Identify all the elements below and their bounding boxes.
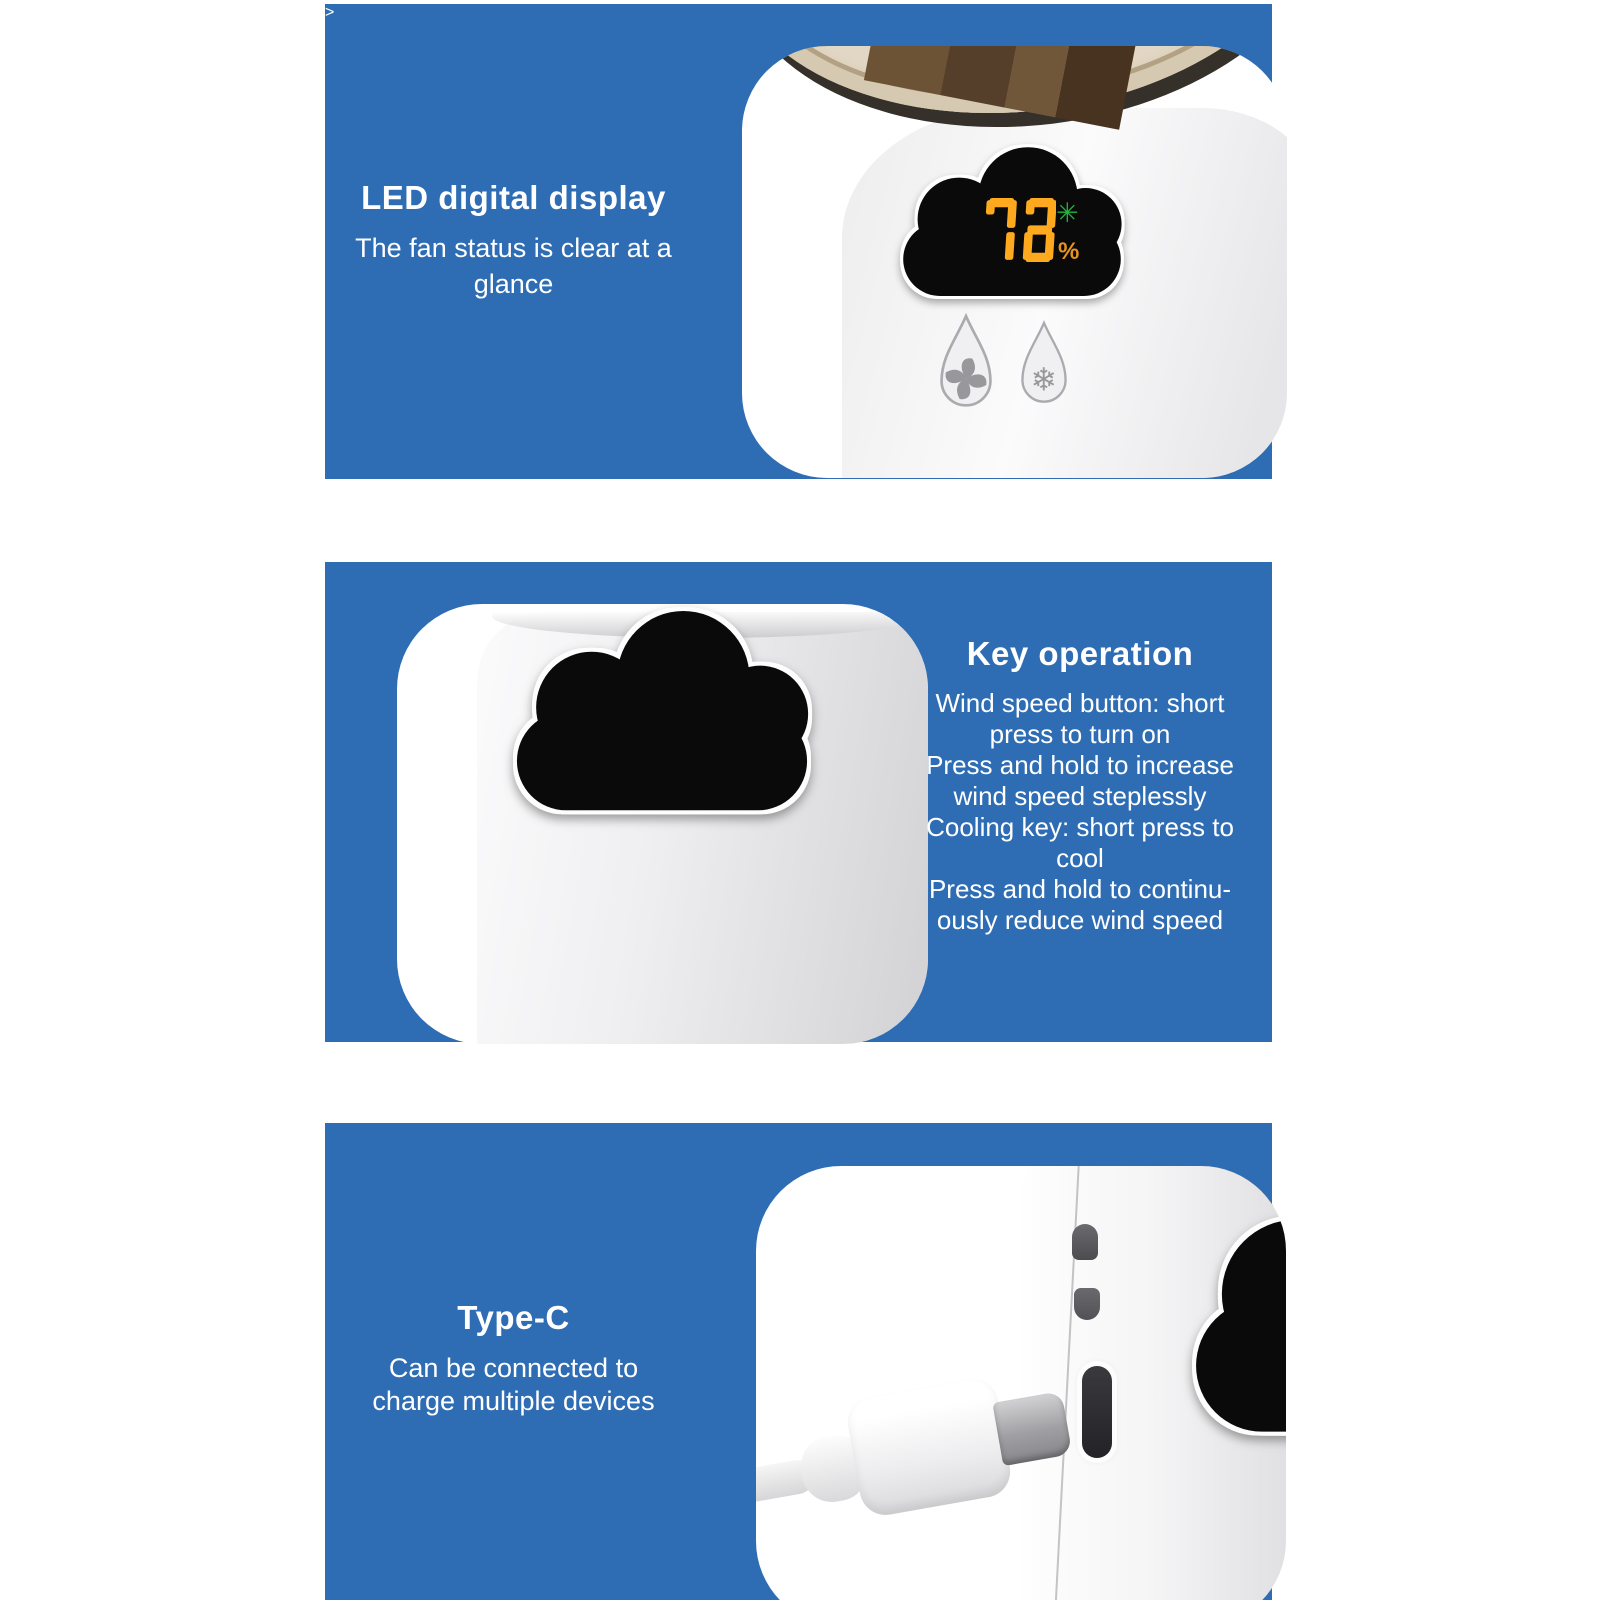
section-subtitle-led-display (325, 230, 702, 302)
cloud-screen-off (502, 604, 822, 821)
cloud-screen-partial (1176, 1166, 1286, 1446)
section-title-led-display: LED digital display (361, 179, 666, 216)
body-line: wind speed steplessly (953, 781, 1207, 811)
body-line: press to turn on (989, 719, 1171, 749)
type-c-text-block (325, 1298, 702, 1445)
key-operation-body (888, 688, 1272, 936)
key-operation-text-block (888, 634, 1272, 936)
body-line: ously reduce wind speed (936, 905, 1224, 935)
usb-c-connector-tip (992, 1391, 1072, 1466)
body-line: Press and hold to continu- (928, 874, 1232, 904)
side-button-upper (1072, 1224, 1098, 1260)
snowflake-icon: ❄ (1030, 360, 1058, 399)
led-seven-segment-value (984, 198, 1056, 262)
percent-label: % (1058, 238, 1080, 265)
product-photo-type-c-port (756, 1166, 1286, 1600)
cloud-screen-shape (502, 604, 822, 821)
body-line: cool (1056, 843, 1104, 873)
led-display-text-block (325, 178, 702, 329)
cooling-button (1014, 314, 1074, 420)
led-cloud-display (892, 136, 1132, 304)
section-subtitle-type-c (325, 1352, 702, 1418)
product-photo-buttons-closeup (397, 604, 928, 1044)
subtitle-line: The fan status is clear at a (355, 233, 672, 263)
body-line: Press and hold to increase (926, 750, 1234, 780)
subtitle-line: Can be connected to (388, 1353, 639, 1383)
cloud-screen-shape (1176, 1166, 1286, 1446)
cooling-indicator-icon: ✳ (1056, 198, 1079, 229)
wind-speed-button (932, 308, 1000, 424)
section-title-key-operation: Key operation (966, 635, 1194, 672)
subtitle-line: charge multiple devices (372, 1386, 655, 1416)
side-button-lower (1074, 1288, 1100, 1320)
section-title-type-c: Type-C (457, 1299, 570, 1336)
subtitle-line: glance (473, 269, 554, 299)
body-line: Wind speed button: short (935, 688, 1225, 718)
cable-plug-body (844, 1374, 1015, 1519)
body-line: Cooling key: short press to (926, 812, 1234, 842)
product-photo-led-display (742, 46, 1287, 478)
section-led-display: > (325, 4, 1272, 479)
